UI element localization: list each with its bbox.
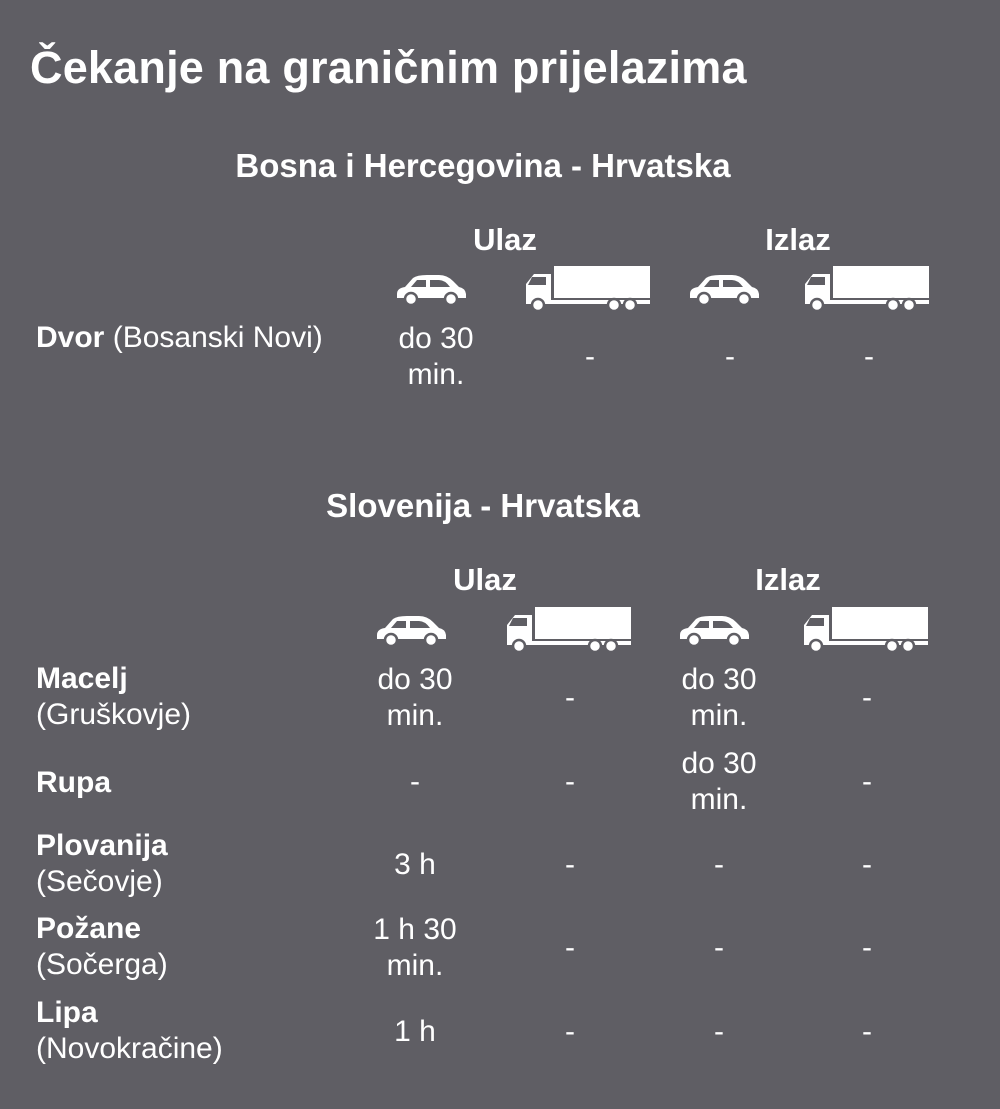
crossing-name-detail: (Sečovje) [36, 865, 163, 898]
truck-icon [803, 266, 929, 312]
section-title: Bosna i Hercegovina - Hrvatska [235, 147, 731, 184]
section-title: Slovenija - Hrvatska [326, 487, 640, 524]
truck-icon [802, 607, 928, 653]
cell-entry-car: 1 h [394, 1015, 436, 1048]
cell-entry-truck: - [565, 1015, 575, 1048]
cell-entry-truck: - [585, 340, 595, 373]
cell-entry-truck: - [565, 681, 575, 714]
cell-exit-truck: - [862, 1015, 872, 1048]
crossing-name [36, 995, 296, 1067]
cell-exit-car: do 30 min. [681, 747, 757, 816]
page-title: Čekanje na graničnim prijelazima [30, 42, 747, 93]
car-icon [686, 272, 762, 308]
cell-entry-truck: - [565, 931, 575, 964]
car-icon [393, 272, 469, 308]
truck-icon [505, 607, 631, 653]
truck-icon [524, 266, 650, 312]
exit-label: Izlaz [765, 222, 831, 257]
crossing-name [36, 911, 296, 983]
crossing-name-detail: (Gruškovje) [36, 698, 192, 731]
crossing-name-main: Rupa [36, 766, 111, 799]
car-icon [373, 613, 449, 649]
crossing-name [36, 765, 296, 801]
cell-entry-car: 1 h 30 min. [373, 913, 457, 982]
cell-exit-car: - [714, 1015, 724, 1048]
cell-entry-car: do 30 min. [377, 663, 453, 732]
crossing-name-main: Macelj [36, 662, 128, 695]
cell-exit-truck: - [862, 848, 872, 881]
cell-entry-car: - [410, 765, 420, 798]
entry-label: Ulaz [453, 562, 517, 597]
cell-exit-car: - [714, 848, 724, 881]
cell-exit-truck: - [864, 340, 874, 373]
crossing-name-main: Lipa [36, 996, 98, 1029]
crossing-name-detail: (Sočerga) [36, 948, 168, 981]
cell-exit-car: do 30 min. [681, 663, 757, 732]
crossing-name [36, 661, 296, 733]
cell-exit-car: - [714, 931, 724, 964]
cell-exit-car: - [725, 340, 735, 373]
crossing-name-detail: (Bosanski Novi) [112, 321, 323, 354]
cell-entry-car: 3 h [394, 848, 436, 881]
entry-label: Ulaz [473, 222, 537, 257]
crossing-name-main: Požane [36, 912, 142, 945]
exit-label: Izlaz [755, 562, 821, 597]
cell-entry-truck: - [565, 848, 575, 881]
crossing-name [36, 320, 336, 356]
cell-exit-truck: - [862, 681, 872, 714]
car-icon [676, 613, 752, 649]
cell-entry-car: do 30 min. [398, 322, 474, 391]
crossing-name-detail: (Novokračine) [36, 1032, 223, 1065]
crossing-name [36, 828, 296, 900]
crossing-name-main: Dvor [36, 321, 105, 354]
cell-exit-truck: - [862, 931, 872, 964]
cell-entry-truck: - [565, 765, 575, 798]
cell-exit-truck: - [862, 765, 872, 798]
crossing-name-main: Plovanija [36, 829, 168, 862]
